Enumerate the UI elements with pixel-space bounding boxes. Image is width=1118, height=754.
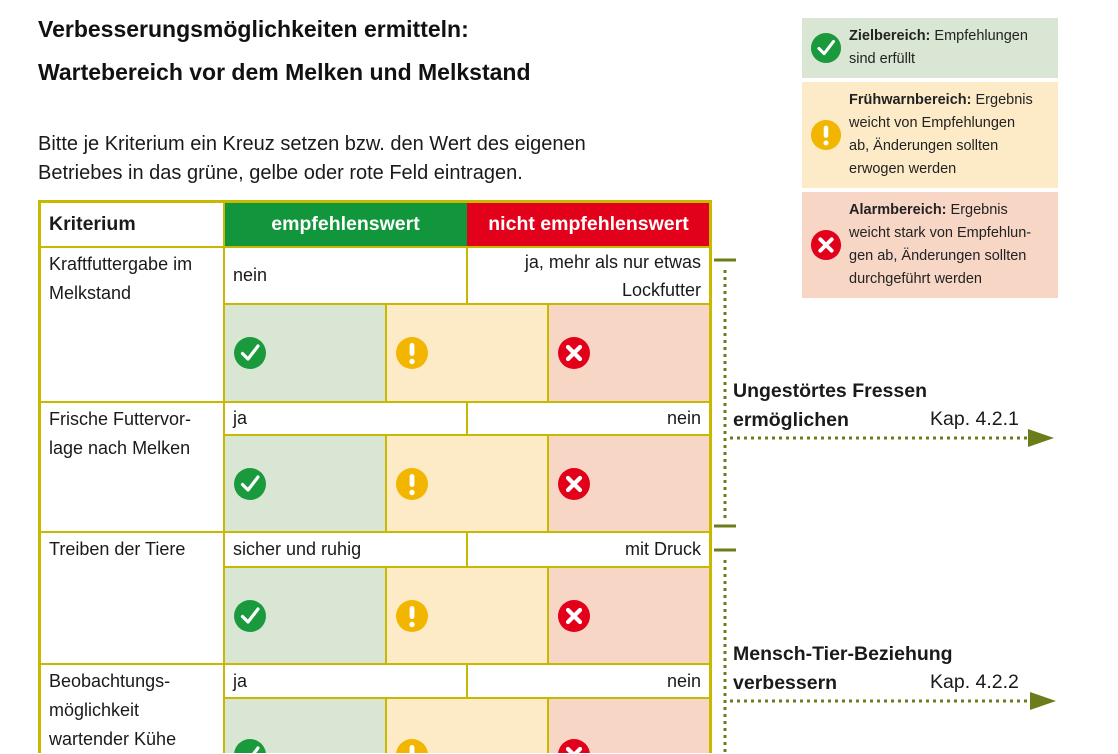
legend-red-text-2: weicht stark von Empfehlun- [849, 225, 1032, 241]
exclamation-icon [395, 467, 429, 501]
check-icon [233, 738, 267, 753]
bad-answer-row-1-line1: ja, mehr als nur etwas [524, 252, 701, 272]
x-icon [557, 738, 591, 753]
green-field-row-1[interactable] [224, 304, 386, 402]
bad-answer-row-3: mit Druck [625, 539, 701, 559]
good-answer-row-1: nein [233, 265, 268, 285]
red-field-row-1[interactable] [548, 304, 710, 402]
check-icon [233, 336, 267, 370]
legend-red-text-1: Ergebnis [950, 202, 1008, 218]
criterion-row-4-line3: wartender Kühe [49, 729, 177, 749]
header-not-recommended: nicht empfehlenswert [467, 202, 710, 247]
legend-red-text-4: durchgeführt werden [849, 271, 982, 287]
exclamation-icon [395, 599, 429, 633]
annotation-2-line2: verbessern [733, 672, 838, 694]
instructions [38, 130, 678, 188]
good-answer-row-4: ja [233, 671, 248, 691]
criterion-row-4-line1: Beobachtungs- [49, 671, 171, 691]
yellow-field-row-3[interactable] [386, 567, 548, 664]
annotation-2-ref[interactable]: Kap. 4.2.2 [930, 671, 1019, 693]
table-line-r3 [38, 663, 712, 665]
table-line-r2 [38, 531, 712, 533]
criterion-row-1-line1: Kraftfuttergabe im [49, 254, 193, 274]
table-divider-answers-1 [466, 247, 468, 304]
table-divider-yr-2 [547, 435, 549, 532]
legend-yellow-text-2: weicht von Empfehlungen [849, 115, 1016, 131]
arrow-1-head [1028, 429, 1054, 447]
page-title-line2: Wartebereich vor dem Melken und Melkstand [38, 59, 531, 85]
table-line-r4-sub [224, 697, 712, 699]
table-divider-yr-4 [547, 698, 549, 753]
table-divider-gy-3 [385, 567, 387, 664]
table-line-r3-sub [224, 566, 712, 568]
criterion-row-3-line1: Treiben der Tiere [49, 539, 186, 559]
table-divider-yr-1 [547, 304, 549, 402]
legend-yellow [802, 82, 1058, 188]
instructions-line2: Betriebes in das grüne, gelbe oder rote Feld eintragen. [38, 162, 523, 184]
table-line-r2-sub [224, 434, 712, 436]
header-recommended: empfehlenswert [224, 202, 467, 247]
table-divider-yr-3 [547, 567, 549, 664]
table-line-header [38, 246, 712, 248]
criterion-row-4-line2: möglichkeit [49, 700, 140, 720]
legend-yellow-text-4: erwogen werden [849, 161, 957, 177]
table-divider-gy-4 [385, 698, 387, 753]
arrow-2-head [1030, 692, 1056, 710]
red-field-row-2[interactable] [548, 435, 710, 532]
legend-green-label: Zielbereich: [849, 28, 931, 44]
x-icon [557, 467, 591, 501]
yellow-field-row-4[interactable] [386, 698, 548, 753]
x-icon [557, 336, 591, 370]
red-field-row-4[interactable] [548, 698, 710, 753]
exclamation-icon [395, 738, 429, 753]
criterion-row-3 [40, 532, 224, 664]
check-icon [233, 467, 267, 501]
instructions-line1: Bitte je Kriterium ein Kreuz setzen bzw. den Wert des eigenen [38, 133, 586, 155]
criterion-row-2-line2: lage nach Melken [49, 438, 191, 458]
check-icon [233, 599, 267, 633]
yellow-field-row-2[interactable] [386, 435, 548, 532]
table-border-top [38, 200, 712, 203]
bad-answer-row-1 [467, 247, 710, 304]
bad-answer-row-1-line2: Lockfutter [621, 280, 701, 300]
annotation-1-line2: ermöglichen [733, 409, 849, 431]
exclamation-icon [810, 119, 842, 151]
bad-answer-row-2: nein [666, 408, 701, 428]
legend-green [802, 18, 1058, 78]
table-divider-answers-3 [466, 532, 468, 567]
green-field-row-4[interactable] [224, 698, 386, 753]
annotation-1-ref[interactable]: Kap. 4.2.1 [930, 408, 1019, 430]
good-answer-row-3: sicher und ruhig [233, 539, 362, 559]
legend-green-text-2: sind erfüllt [849, 51, 916, 67]
bad-answer-row-4: nein [666, 671, 701, 691]
criterion-row-2 [40, 402, 224, 532]
page-title-line1: Verbesserungsmöglichkeiten ermitteln: [38, 16, 469, 42]
header-criterion: Kriterium [49, 213, 136, 235]
annotation-2-line1: Mensch-Tier-Beziehung [733, 643, 953, 665]
table-divider-criterion [223, 200, 225, 753]
legend-yellow-text-1: Ergebnis [975, 92, 1033, 108]
criterion-row-4 [40, 664, 224, 753]
table-divider-gy-1 [385, 304, 387, 402]
criterion-row-2-line1: Frische Futtervor- [49, 409, 192, 429]
legend-yellow-label: Frühwarnbereich: [849, 92, 972, 108]
legend-yellow-text-3: ab, Änderungen sollten [849, 138, 999, 154]
x-icon [557, 599, 591, 633]
green-field-row-2[interactable] [224, 435, 386, 532]
table-line-r1 [38, 401, 712, 403]
check-icon [810, 32, 842, 64]
legend-green-text-1: Empfehlungen [934, 28, 1028, 44]
table-border-left [38, 200, 41, 753]
red-field-row-3[interactable] [548, 567, 710, 664]
table-line-r1-sub [224, 303, 712, 305]
table-divider-gy-2 [385, 435, 387, 532]
yellow-field-row-1[interactable] [386, 304, 548, 402]
green-field-row-3[interactable] [224, 567, 386, 664]
table-divider-answers-2 [466, 402, 468, 435]
exclamation-icon [395, 336, 429, 370]
criterion-row-1-line2: Melkstand [49, 283, 132, 303]
table-divider-answers-4 [466, 664, 468, 698]
legend-red-label: Alarmbereich: [849, 202, 947, 218]
legend-red-text-3: gen ab, Änderungen sollten [849, 248, 1027, 264]
annotation-1-line1: Ungestörtes Fressen [733, 380, 927, 402]
criterion-row-1 [40, 247, 224, 402]
good-answer-row-2: ja [233, 408, 248, 428]
